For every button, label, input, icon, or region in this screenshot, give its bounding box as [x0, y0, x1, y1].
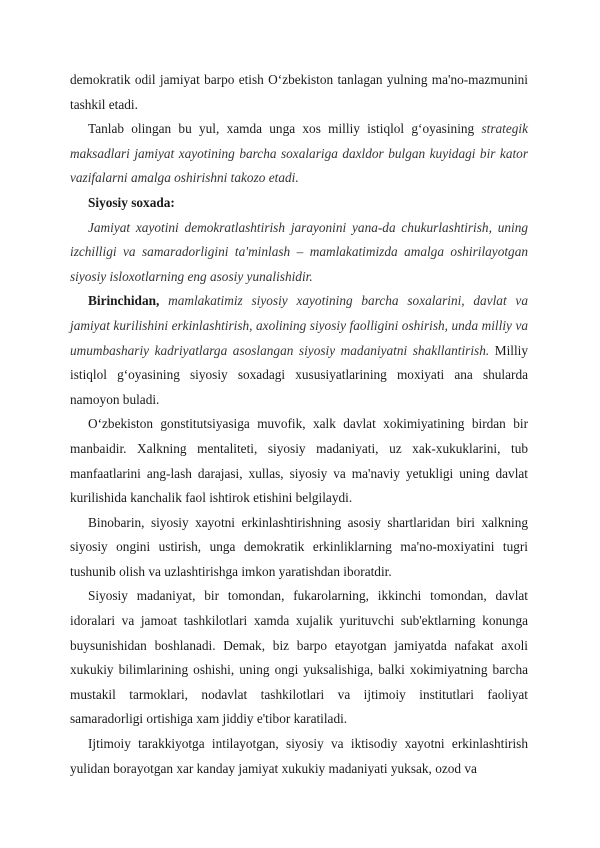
paragraph-8-text: Ijtimoiy tarakkiyotga intilayotgan, siyosiy va iktisodiy xayotni erkinlashtirish yulidan borayotgan xar kanday jamiyat xukukiy madaniyati yuksak, ozod va [70, 736, 528, 776]
paragraph-1-text: demokratik odil jamiyat barpo etish O‘zbekiston tanlagan yulning ma'no-mazmunini tashkil etadi. [70, 72, 528, 112]
paragraph-5-text: O‘zbekiston gonstitutsiyasiga muvofik, xalk davlat xokimiyatining birdan bir manbaidir. Xalkning mentaliteti, siyosiy madaniyati, uz xak-xukuklarini, tub manfaatlarini ang-lash darajasi, xullas, siyosiy va ma'naviy yetukligi uning davlat kurilishida kanchalik faol ishtirok etishini belgilaydi. [70, 416, 528, 506]
paragraph-3-italic: Jamiyat xayotini demokratlashtirish jarayonini yana-da chukurlashtirish, uning izchilligi va samaradorligini ta'minlash – mamlakatimizda amalga oshirilayotgan siyosiy isloxotlarning eng asosiy yunalishidir. [70, 219, 528, 284]
paragraph-4-italic: mamlakatimiz siyosiy xayotining barcha soxalarini, davlat va jamiyat kurilishini erkinlashtirish, axolining siyosiy faolligini oshirish, unda milliy va umumbashariy kadriyatlarga asoslangan siyosiy madaniyatni shakllantirish. [70, 293, 528, 358]
paragraph-7-text: Siyosiy madaniyat, bir tomondan, fukarolarning, ikkinchi tomondan, davlat idoralari va jamoat tashkilotlari xamda xujalik yurituvchi sub'ektlarning konunga buysunishidan boshlanadi. Demak, biz barpo etayotgan jamiyatda nafakat axoli xukukiy bilimlarining oshishi, uning ongi yuksalishiga, balki xokimiyatning barcha mustakil tarmoklari, nodavlat tashkilotlari va ijtimoiy institutlari faoliyat samaradorligi ortishiga xam jiddiy e'tibor karatiladi. [70, 588, 528, 727]
paragraph-2 [70, 117, 528, 191]
paragraph-4-text: Milliy istiqlol g‘oyasining siyosiy soxadagi xususiyatlarining moxiyati ana shularda namoyon buladi. [70, 342, 528, 407]
section-heading-text: Siyosiy soxada: [88, 194, 175, 210]
paragraph-7 [70, 584, 528, 732]
paragraph-2-text: Tanlab olingan bu yul, xamda unga xos milliy istiqlol g‘oyasining [88, 121, 482, 137]
section-heading [70, 191, 528, 216]
paragraph-4 [70, 289, 528, 412]
paragraph-4-bold: Birinchidan, [88, 293, 160, 309]
paragraph-2-italic: strategik maksadlari jamiyat xayotining barcha soxalariga daxldor bulgan kuyidagi bir kator vazifalarni amalga oshirishni takozo etadi. [70, 121, 528, 186]
paragraph-8 [70, 732, 528, 781]
paragraph-1 [70, 68, 528, 117]
paragraph-3 [70, 216, 528, 290]
paragraph-5 [70, 412, 528, 510]
paragraph-6-text: Binobarin, siyosiy xayotni erkinlashtirishning asosiy shartlaridan biri xalkning siyosiy ongini ustirish, unga demokratik erkinliklarning ma'no-moxiyatini tugri tushunib olish va uzlashtirishga imkon yaratishdan iboratdir. [70, 514, 528, 579]
paragraph-6 [70, 511, 528, 585]
